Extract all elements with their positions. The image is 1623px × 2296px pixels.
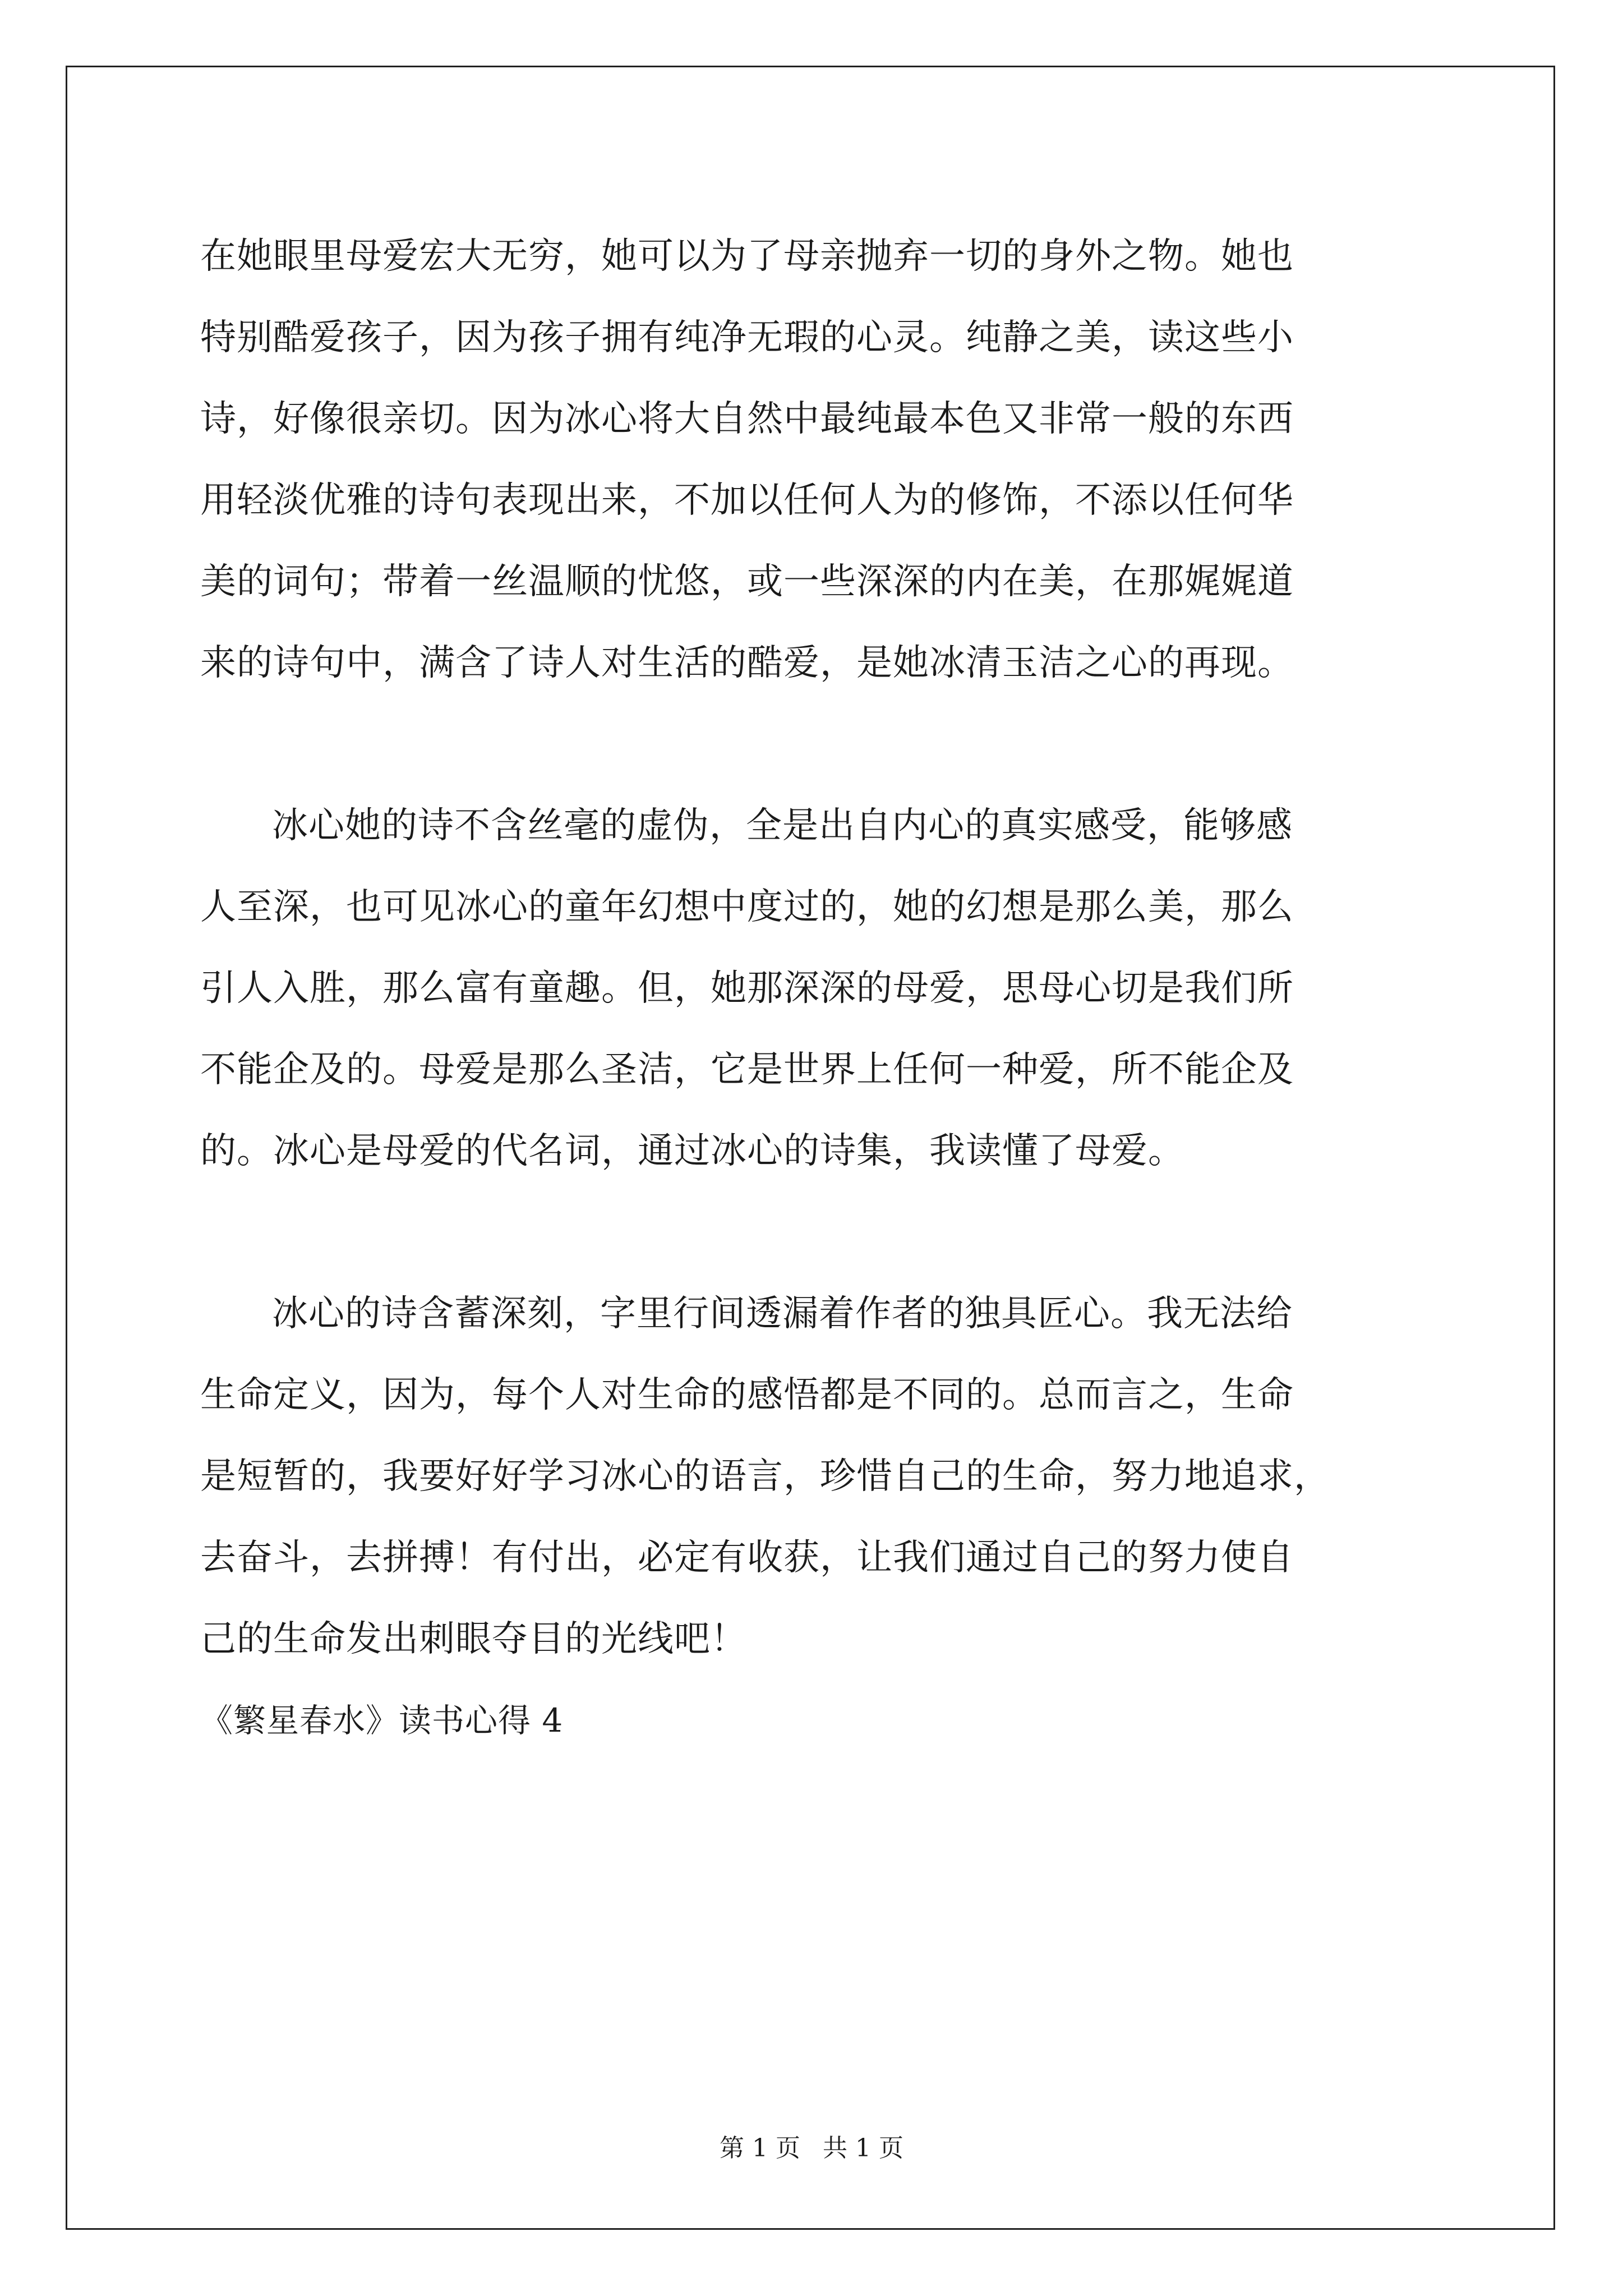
paragraph-1 (200, 216, 1442, 704)
text-line: 人至深，也可见冰心的童年幻想中度过的，她的幻想是那么美，那么 (200, 886, 1294, 928)
text-line: 去奋斗，去拼搏！有付出，必定有收获，让我们通过自己的努力使自 (200, 1537, 1294, 1579)
paragraph-gap (200, 704, 1442, 785)
text-line: 诗，好像很亲切。因为冰心将大自然中最纯最本色又非常一般的东西 (200, 398, 1294, 440)
text-line: 不能企及的。母爱是那么圣洁，它是世界上任何一种爱，所不能企及 (200, 1049, 1294, 1091)
text-line: 美的词句；带着一丝温顺的忧悠，或一些深深的内在美，在那娓娓道 (200, 561, 1294, 602)
text-line: 的。冰心是母爱的代名词，通过冰心的诗集，我读懂了母爱。 (200, 1130, 1184, 1172)
page-footer (0, 2132, 1623, 2165)
page-number-current: 第 1 页 (720, 2134, 800, 2162)
text-line: 引人入胜，那么富有童趣。但，她那深深的母爱，思母心切是我们所 (200, 968, 1294, 1009)
document-body (200, 216, 1442, 1761)
text-line: 是短暂的，我要好好学习冰心的语言，珍惜自己的生命，努力地追求， (200, 1456, 1330, 1497)
text-line: 己的生命发出刺眼夺目的光线吧！ (200, 1618, 747, 1660)
paragraph-3 (200, 1273, 1442, 1680)
text-line: 在她眼里母爱宏大无穷，她可以为了母亲抛弃一切的身外之物。她也 (200, 236, 1294, 277)
text-line: 冰心她的诗不含丝毫的虚伪，全是出自内心的真实感受，能够感 (272, 805, 1293, 846)
paragraph-gap (200, 1192, 1442, 1273)
text-line: 生命定义，因为，每个人对生命的感悟都是不同的。总而言之，生命 (200, 1374, 1294, 1416)
page-number-total: 共 1 页 (823, 2134, 903, 2162)
text-line: 来的诗句中，满含了诗人对生活的酷爱，是她冰清玉洁之心的再现。 (200, 642, 1294, 684)
section-heading: 《繁星春水》读书心得 4 (200, 1701, 564, 1740)
paragraph-2 (200, 785, 1442, 1192)
text-line: 用轻淡优雅的诗句表现出来，不加以任何人为的修饰，不添以任何华 (200, 480, 1294, 521)
text-line: 特别酷爱孩子，因为孩子拥有纯净无瑕的心灵。纯静之美，读这些小 (200, 317, 1294, 358)
text-line: 冰心的诗含蓄深刻，字里行间透漏着作者的独具匠心。我无法给 (272, 1293, 1293, 1335)
